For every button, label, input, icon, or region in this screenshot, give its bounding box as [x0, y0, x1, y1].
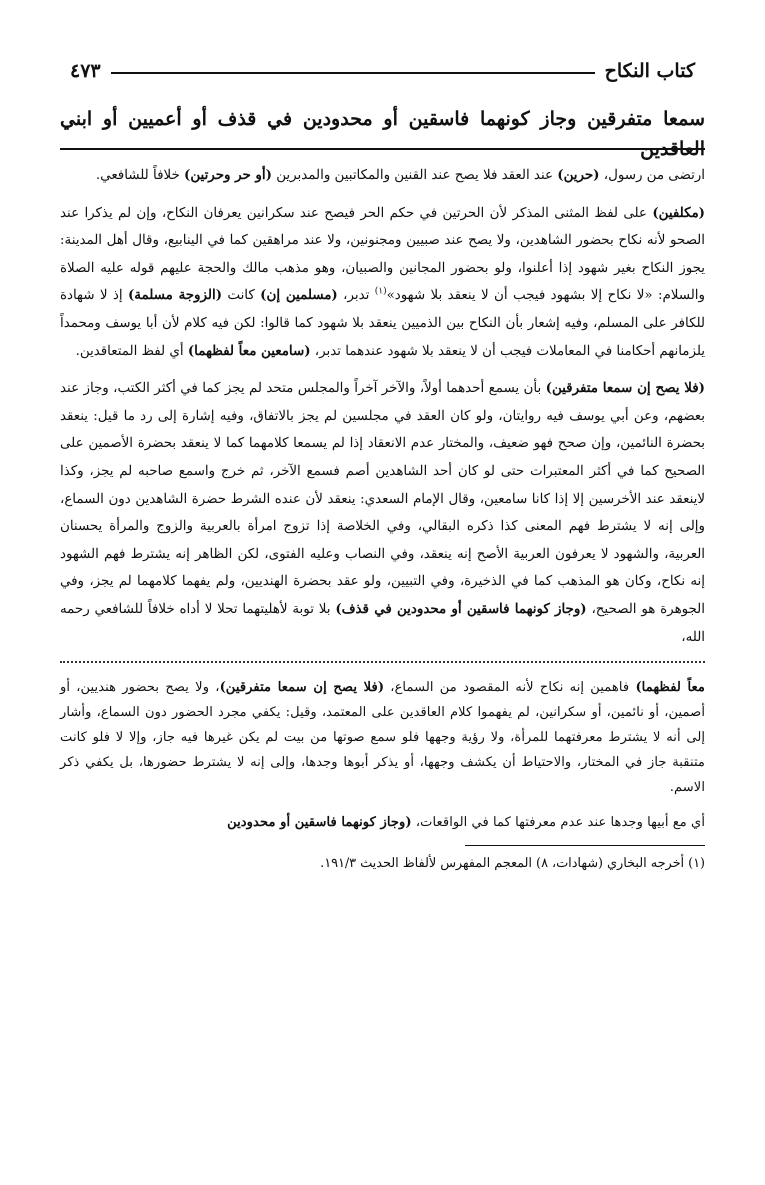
text-run: عند العقد فلا يصح عند القنين والمكاتبين والمدبرين	[271, 168, 558, 183]
text-run: ارتضى من رسول،	[599, 168, 705, 183]
page-number: ٤٧٣	[70, 60, 101, 82]
dotted-separator	[60, 661, 705, 663]
matn-quote: (حرين)	[557, 167, 600, 183]
text-run: كانت	[222, 288, 261, 304]
running-header	[70, 58, 695, 84]
matn-separator-rule	[60, 148, 705, 150]
matn-quote: (فلا يصح إن سمعا متفرقين)	[545, 380, 705, 397]
matn-quote: (مكلفين)	[652, 204, 705, 221]
matn-quote: (أو حر وحرتين)	[184, 167, 272, 183]
header-rule	[111, 72, 595, 74]
matn-quote: (فلا يصح إن سمعا متفرقين)	[219, 680, 385, 696]
secondary-commentary	[60, 675, 705, 835]
chapter-title: كتاب النكاح	[604, 60, 695, 82]
footnote: (١) أخرجه البخاري (شهادات، ٨) المعجم المفهرس لألفاظ الحديث ١٩١/٣.	[320, 856, 705, 872]
footnote-rule	[465, 845, 705, 846]
matn-quote: (وجاز كونهما فاسقين أو محدودين	[227, 815, 412, 831]
text-run: بلا توبة لأهليتهما تحلا لا أداه خلافاً للشافعي رحمه الله،	[60, 601, 705, 645]
matn-quote: (مسلمين إن)	[260, 287, 338, 304]
paragraph-3	[60, 375, 705, 651]
matn-quote: (وجاز كونهما فاسقين أو محدودين في قذف)	[335, 600, 587, 617]
matn-quote: (سامعين معاً لفظهما)	[187, 342, 311, 359]
text-run: خلافاً للشافعي.	[95, 168, 185, 183]
paragraph-1	[60, 162, 705, 190]
matn-line: سمعا متفرقين وجاز كونهما فاسقين أو محدودين في قذف أو أعميين أو ابني العاقدين	[60, 108, 705, 160]
matn-quote: معاً لفظهما)	[635, 680, 705, 696]
text-run: تدبر،	[337, 288, 375, 304]
paragraph-4	[60, 675, 705, 800]
text-run: أي لفظ المتعاقدين.	[75, 343, 188, 359]
paragraph-5	[60, 810, 705, 835]
paragraph-2	[60, 200, 705, 366]
text-run: بأن يسمع أحدهما أولاً، والآخر آخراً والمجلس متحد لم يجز كما في أكثر الكتب، وجاز عند بعضهم، وعن أبي يوسف فيه روايتان، ولو كان العقد في مجلسين لم يجز بالاتفاق، وفيه إشارة إلى رد ما قيل: ينعقد بحضرة النائمين، وإن صحح فهو ضعيف، والمختار عدم الانعقاد إذا لم يسمعا كلامهما كما لا ينعقد بحضرة الأصمين على الصحيح كما في أكثر المعتبرات حتى لو كان أحد الشاهدين أصم فسمع الآخر، ثم خرج واسمع صاحبه لم يجز، وكذا لاينعقد عند الأخرسين إلا إذا كانا سامعين، وقال الإمام السعدي: ينعقد لأن عنده الشرط حضرة الشاهدين دون السماع، وإلى إنه لا يشترط فهم المعنى كذا ذكره البقالي، وفي الخلاصة إذا تزوج امرأة بالعربية والزوج والمرأة يحسنان العربية، والشهود لا يعرفون العربية الأصح إنه ينعقد، وفي النصاب وعليه الفتوى، لكن الظاهر إنه يشترط فهم الشهود إنه نكاح، وكان هو المذهب كما في الذخيرة، وفي التبيين، ولو عقد بحضرة الهنديين، ولم يفهما كلامهما لم يجز، وفي الجوهرة هو الصحيح،	[60, 381, 705, 617]
footnote-marker: (١)	[374, 286, 387, 297]
text-run: على لفظ المثنى المذكر لأن الحرتين في حكم الحر فيصح عند سكرانين يعرفان النكاح، وإن لم يذكرا عند الصحو لأنه نكاح بحضور الشاهدين، ولا يصح عند صبيين ومجنونين، ولا عند مراهقين كما في الينابيع، وقال أهل المدينة: يجوز النكاح بغير شهود إذا أعلنوا، ولو بحضور المجانين والصبيان، وهو مذهب مالك والحجة عليهم قوله عليه الصلاة والسلام: «لا نكاح إلا بشهود فيجب أن لا ينعقد بلا شهود»	[60, 205, 705, 304]
commentary-body	[60, 162, 705, 1185]
text-run: إذ لا شهادة للكافر على المسلم، وفيه إشعار بأن النكاح بين الذميين ينعقد بلا شهود كما قالوا: لكن فيه كلام لأن أبا يوسف ومحمداً يلزمانهم أحكامنا في المعاملات فيجب أن لا ينعقد بلا شهود عندهما تدبر،	[60, 288, 705, 359]
text-run: فاهمين إنه نكاح لأنه المقصود من السماع،	[384, 680, 636, 696]
text-run: أي مع أبيها وجدها عند عدم معرفتها كما في الواقعات،	[411, 815, 705, 831]
text-run: ، ولا يصح بحضور هنديين، أو أصمين، أو نائمين، أو سكرانين، لم يفهموا كلام العاقدين على المعتمد، وقيل: يكفي مجرد الحضور دون السماع، وأشار إلى أنه لا يشترط معرفتهما للمرأة، ولا رؤية وجهها فلو سمع صوتها من بيت لم يكن غيرها فيه جاز، وإلا لا فلو كانت متنقبة جاز في المختار، والاحتياط أن يكشف وجهها، أو يذكر أبوها وجدها، وإلى إنه لا يشترط حضورها، بل يكفي ذكر الاسم.	[60, 680, 705, 796]
matn-quote: (الزوجة مسلمة)	[127, 287, 223, 304]
